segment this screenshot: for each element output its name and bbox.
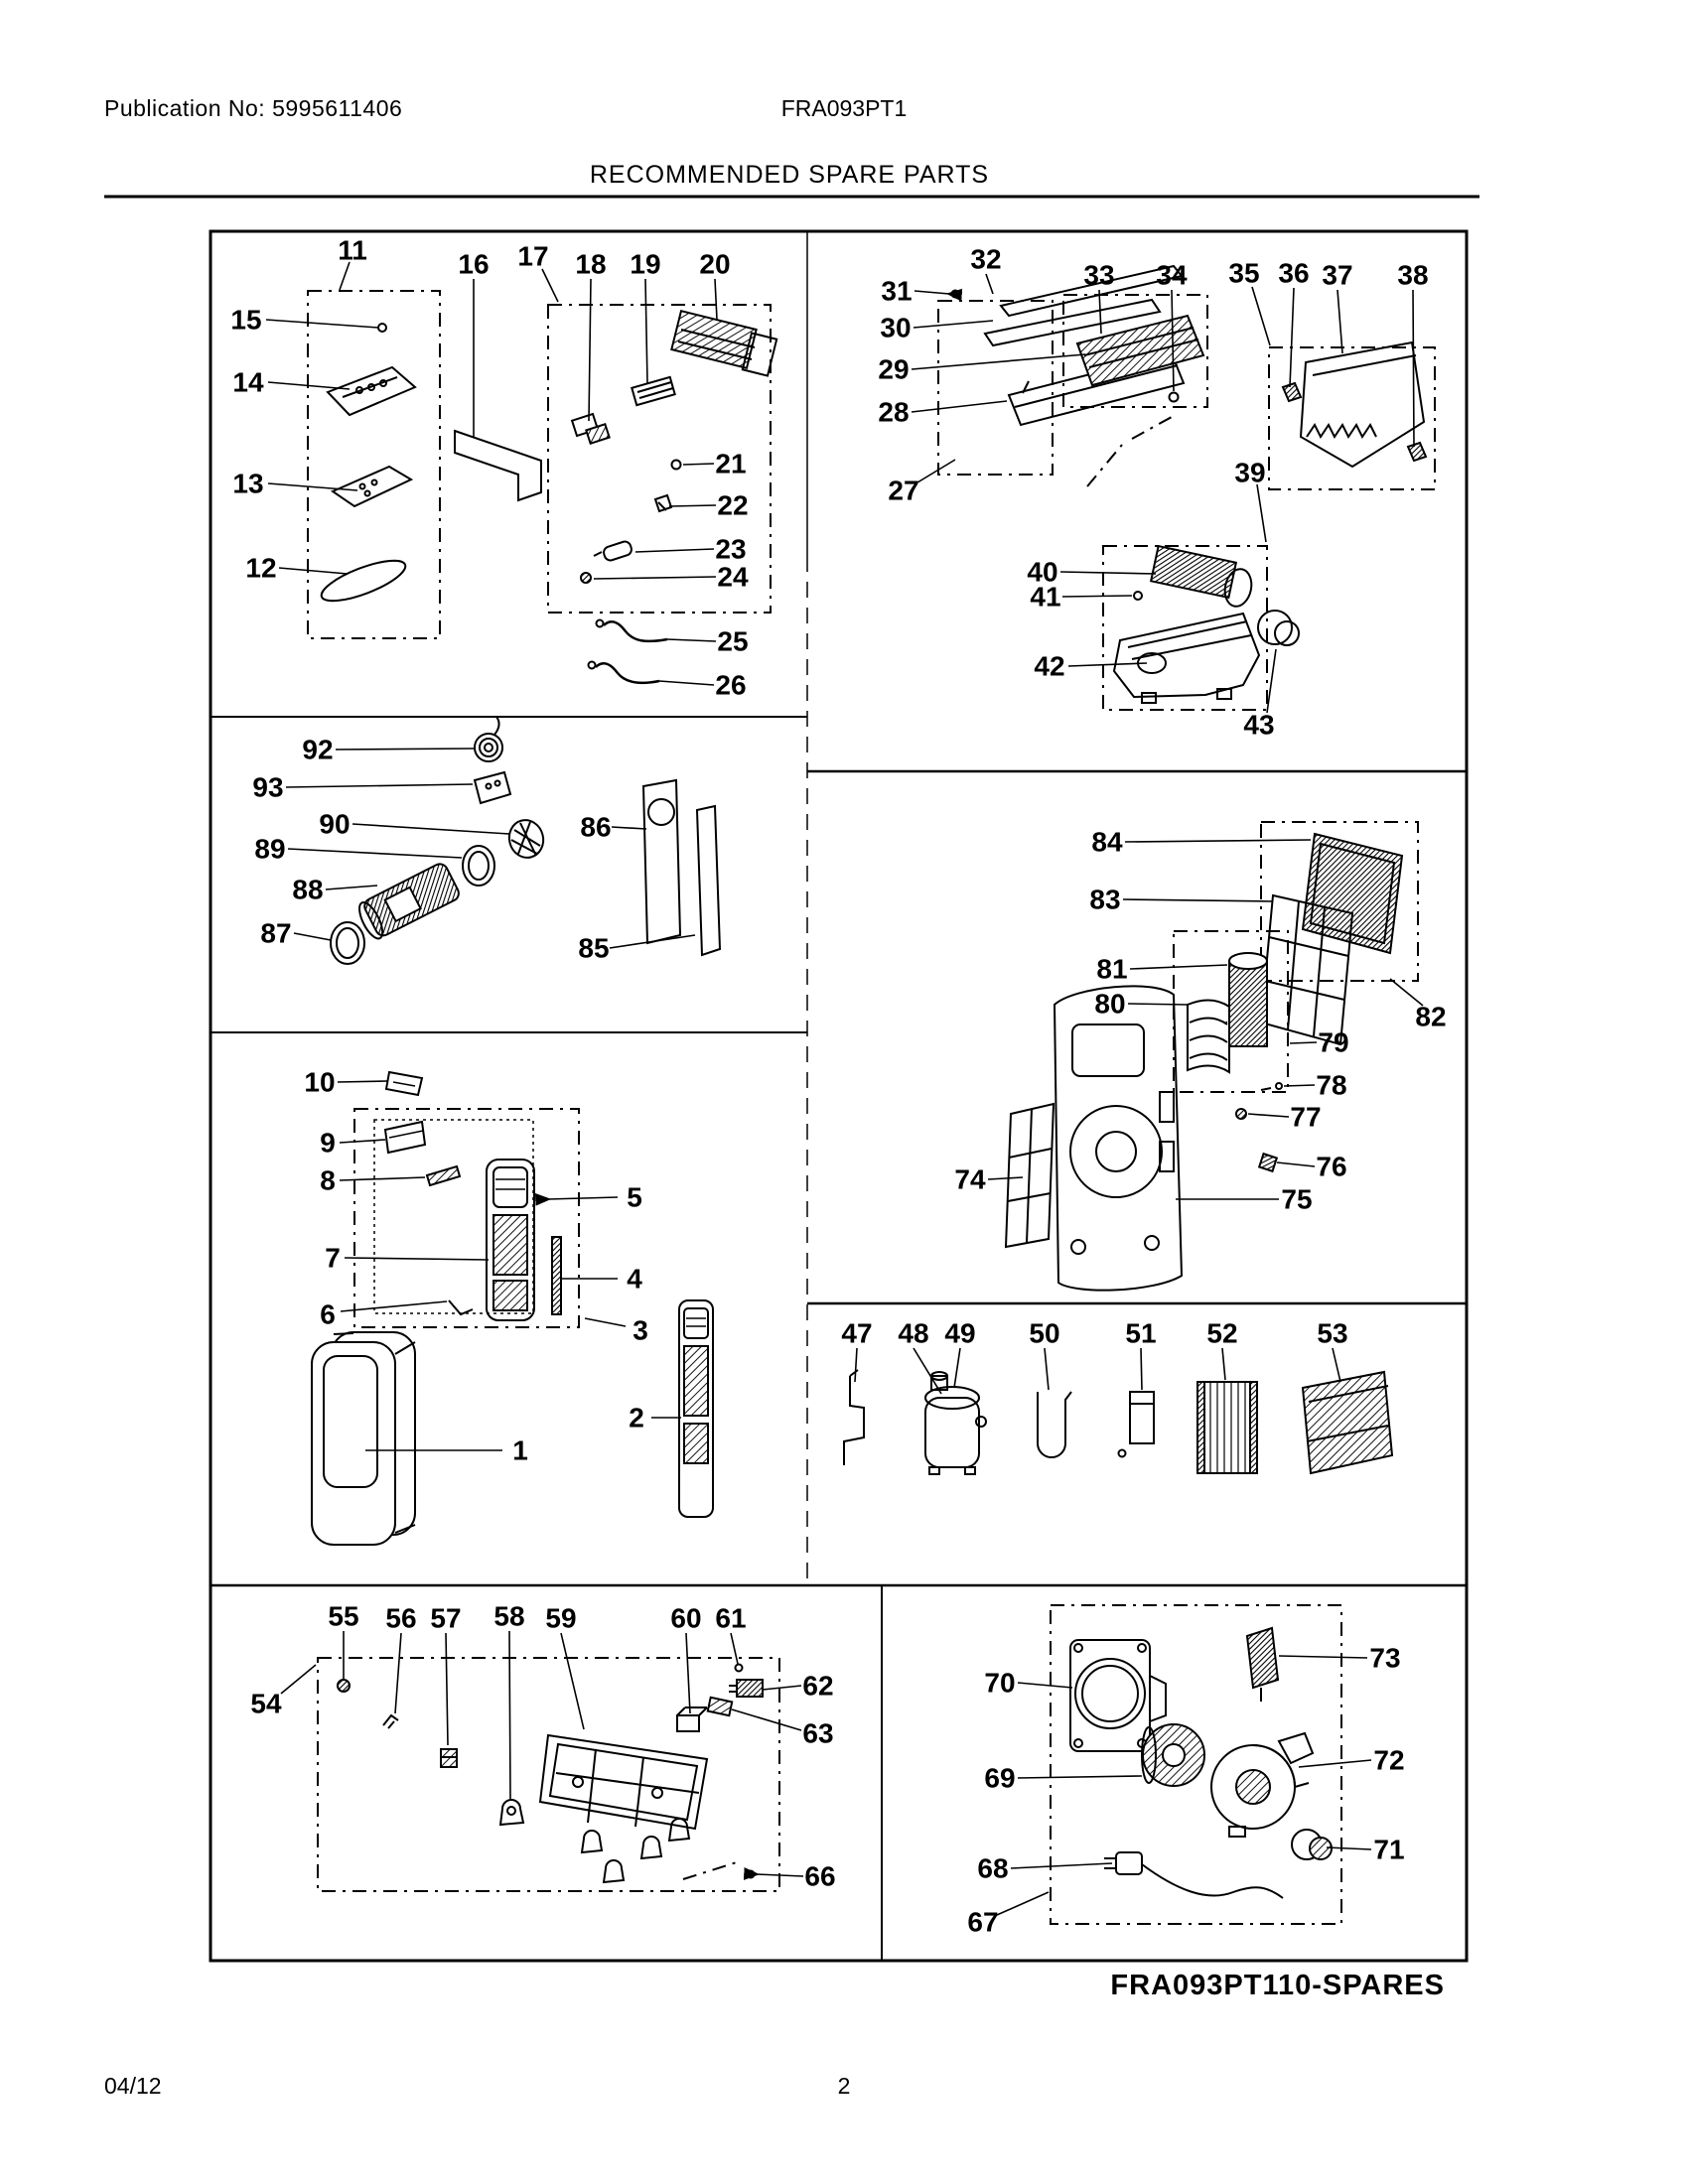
part-label-87: 87 bbox=[260, 917, 292, 949]
part-label-51: 51 bbox=[1125, 1317, 1157, 1349]
part-label-90: 90 bbox=[319, 808, 351, 840]
part-24-illustration bbox=[581, 573, 591, 583]
leader-line-51 bbox=[1141, 1348, 1142, 1390]
group-box-6 bbox=[354, 1109, 579, 1327]
part-label-70: 70 bbox=[984, 1667, 1016, 1699]
leader-line-18 bbox=[589, 279, 591, 421]
part-56-illustration bbox=[383, 1715, 398, 1728]
leader-line-86 bbox=[612, 827, 646, 829]
leader-line-20 bbox=[715, 279, 717, 320]
leader-line-6 bbox=[341, 1301, 447, 1311]
part-84-illustration bbox=[1303, 834, 1402, 953]
leader-line-8 bbox=[340, 1177, 425, 1180]
part-15-illustration bbox=[378, 324, 386, 332]
part-label-21: 21 bbox=[715, 448, 747, 479]
leader-line-61 bbox=[731, 1633, 738, 1664]
part-50-illustration bbox=[1038, 1392, 1071, 1457]
part-label-11: 11 bbox=[338, 234, 367, 266]
part-label-16: 16 bbox=[458, 248, 490, 280]
part-72-illustration bbox=[1211, 1733, 1313, 1837]
leader-line-34 bbox=[1172, 290, 1174, 391]
leader-line-52 bbox=[1222, 1348, 1225, 1380]
part-label-88: 88 bbox=[292, 874, 324, 905]
part-52-illustration bbox=[1197, 1382, 1257, 1473]
part-label-84: 84 bbox=[1091, 826, 1123, 858]
part-88-illustration bbox=[354, 862, 461, 942]
part-label-47: 47 bbox=[841, 1317, 873, 1349]
leader-line-54 bbox=[281, 1665, 316, 1694]
leader-line-81 bbox=[1130, 965, 1227, 969]
part-label-28: 28 bbox=[878, 396, 910, 428]
section-top-left-parts bbox=[317, 311, 776, 683]
part-10-illustration bbox=[386, 1072, 422, 1095]
leader-line-32 bbox=[986, 274, 993, 294]
leader-line-5 bbox=[548, 1197, 618, 1199]
leader-line-24 bbox=[594, 577, 716, 579]
part-label-68: 68 bbox=[977, 1852, 1009, 1884]
part-label-27: 27 bbox=[888, 475, 919, 506]
leader-line-36 bbox=[1290, 288, 1294, 387]
part-label-85: 85 bbox=[578, 932, 610, 964]
leader-line-78 bbox=[1284, 1085, 1315, 1086]
part-label-43: 43 bbox=[1243, 709, 1275, 741]
part-label-8: 8 bbox=[320, 1164, 336, 1196]
part-label-92: 92 bbox=[302, 734, 334, 765]
part-label-55: 55 bbox=[328, 1600, 359, 1632]
section-mid-left-parts bbox=[331, 717, 720, 964]
part-89-illustration bbox=[463, 846, 494, 886]
footer-page-number: 2 bbox=[837, 2073, 851, 2099]
part-71-illustration bbox=[1292, 1830, 1332, 1859]
part-label-73: 73 bbox=[1369, 1642, 1401, 1674]
part-label-4: 4 bbox=[627, 1263, 642, 1295]
leader-line-22 bbox=[669, 505, 716, 506]
part-label-32: 32 bbox=[970, 243, 1002, 275]
part-label-22: 22 bbox=[717, 489, 749, 521]
part-label-6: 6 bbox=[320, 1298, 336, 1330]
part-label-58: 58 bbox=[493, 1600, 525, 1632]
part-53-illustration bbox=[1303, 1372, 1392, 1473]
part-label-38: 38 bbox=[1397, 259, 1429, 291]
part-label-35: 35 bbox=[1228, 257, 1260, 289]
part-80-illustration bbox=[1188, 1000, 1229, 1072]
leader-line-53 bbox=[1333, 1348, 1340, 1382]
part-label-57: 57 bbox=[430, 1602, 462, 1634]
part-label-5: 5 bbox=[627, 1181, 642, 1213]
part-12-illustration bbox=[317, 553, 409, 610]
part-31-illustration bbox=[952, 291, 959, 298]
part-55-illustration bbox=[338, 1680, 350, 1692]
part-label-36: 36 bbox=[1278, 257, 1310, 289]
leader-line-10 bbox=[338, 1081, 387, 1082]
leader-line-42 bbox=[1068, 663, 1147, 666]
part-13-illustration bbox=[333, 467, 411, 506]
part-label-67: 67 bbox=[967, 1906, 999, 1938]
leader-line-38 bbox=[1413, 290, 1414, 447]
leader-line-59 bbox=[561, 1633, 584, 1729]
part-92-illustration bbox=[475, 717, 502, 761]
part-label-3: 3 bbox=[633, 1314, 648, 1346]
part-label-69: 69 bbox=[984, 1762, 1016, 1794]
part-7-illustration bbox=[487, 1160, 534, 1320]
part-16-illustration bbox=[455, 431, 541, 500]
part-34-illustration bbox=[1170, 393, 1179, 402]
part-label-9: 9 bbox=[320, 1127, 336, 1159]
part-93-illustration bbox=[475, 772, 510, 803]
leader-line-43 bbox=[1267, 649, 1276, 713]
page-title: RECOMMENDED SPARE PARTS bbox=[589, 161, 990, 189]
part-label-1: 1 bbox=[512, 1434, 528, 1466]
leader-line-25 bbox=[667, 639, 716, 641]
leader-line-7 bbox=[345, 1258, 489, 1260]
part-62-illustration bbox=[729, 1680, 763, 1697]
part-21-illustration bbox=[672, 461, 681, 470]
part-label-80: 80 bbox=[1094, 988, 1126, 1020]
leader-line-70 bbox=[1018, 1683, 1072, 1688]
part-label-86: 86 bbox=[580, 811, 612, 843]
part-label-29: 29 bbox=[878, 353, 910, 385]
leader-line-50 bbox=[1045, 1348, 1049, 1390]
part-label-54: 54 bbox=[250, 1688, 282, 1719]
part-2-illustration bbox=[679, 1300, 713, 1517]
model-number: FRA093PT1 bbox=[780, 95, 908, 121]
part-label-42: 42 bbox=[1034, 650, 1065, 682]
leader-line-28 bbox=[912, 401, 1007, 412]
leader-line-19 bbox=[645, 279, 647, 383]
leader-line-69 bbox=[1018, 1776, 1142, 1778]
part-label-82: 82 bbox=[1415, 1001, 1447, 1032]
part-86-illustration bbox=[643, 780, 680, 943]
leader-line-26 bbox=[659, 681, 714, 685]
part-label-48: 48 bbox=[898, 1317, 929, 1349]
leader-line-93 bbox=[286, 784, 473, 787]
part-40-illustration bbox=[1151, 546, 1255, 609]
leader-line-85 bbox=[610, 935, 695, 948]
part-4-illustration bbox=[552, 1237, 561, 1314]
leader-line-39 bbox=[1257, 484, 1266, 542]
part-label-37: 37 bbox=[1322, 259, 1353, 291]
section-sealed-system-parts bbox=[844, 1370, 1392, 1474]
leader-line-77 bbox=[1248, 1114, 1289, 1117]
part-label-83: 83 bbox=[1089, 884, 1121, 915]
leader-line-84 bbox=[1125, 840, 1311, 842]
part-label-66: 66 bbox=[804, 1860, 836, 1892]
part-label-89: 89 bbox=[254, 833, 286, 865]
part-8-illustration bbox=[427, 1166, 460, 1185]
section-top-right-parts bbox=[952, 266, 1427, 703]
leader-line-63 bbox=[732, 1709, 801, 1730]
part-label-77: 77 bbox=[1290, 1101, 1322, 1133]
leader-line-60 bbox=[686, 1633, 690, 1713]
leader-line-40 bbox=[1060, 572, 1156, 574]
group-box-54 bbox=[318, 1658, 779, 1891]
part-25-end bbox=[597, 620, 604, 627]
part-label-61: 61 bbox=[715, 1602, 747, 1634]
part-label-41: 41 bbox=[1030, 581, 1061, 613]
leader-line-88 bbox=[326, 886, 377, 889]
connector-dash-2 bbox=[1132, 417, 1172, 439]
leader-line-47 bbox=[855, 1348, 857, 1382]
leader-line-23 bbox=[635, 549, 714, 552]
part-label-39: 39 bbox=[1234, 457, 1266, 488]
part-57-illustration bbox=[441, 1749, 457, 1767]
part-78-illustration bbox=[1261, 1083, 1282, 1090]
part-42-illustration bbox=[1114, 614, 1259, 703]
part-61-illustration bbox=[736, 1665, 743, 1672]
leader-line-72 bbox=[1299, 1760, 1371, 1767]
part-label-12: 12 bbox=[245, 552, 277, 584]
leader-line-30 bbox=[914, 321, 993, 328]
leader-line-71 bbox=[1327, 1847, 1371, 1849]
part-63-illustration bbox=[708, 1698, 732, 1715]
part-label-2: 2 bbox=[629, 1402, 644, 1433]
part-87-illustration bbox=[331, 922, 364, 964]
leader-line-41 bbox=[1062, 596, 1132, 597]
part-48-49-illustration bbox=[925, 1372, 986, 1474]
leader-line-73 bbox=[1279, 1656, 1367, 1658]
part-label-78: 78 bbox=[1316, 1069, 1347, 1101]
part-label-26: 26 bbox=[715, 669, 747, 701]
diagram-outer-border bbox=[211, 231, 1467, 1961]
leader-line-89 bbox=[288, 849, 462, 858]
part-26-end bbox=[589, 662, 596, 669]
part-37-illustration bbox=[1301, 342, 1424, 467]
connector-dash-4 bbox=[683, 1861, 740, 1879]
part-9-illustration bbox=[385, 1122, 425, 1153]
leader-line-35 bbox=[1252, 287, 1270, 345]
part-label-17: 17 bbox=[517, 240, 549, 272]
part-label-15: 15 bbox=[230, 304, 262, 336]
leader-line-9 bbox=[340, 1140, 385, 1143]
part-label-56: 56 bbox=[385, 1602, 417, 1634]
part-58-illustration bbox=[500, 1800, 523, 1825]
group-box-35 bbox=[1269, 347, 1435, 489]
part-81-illustration bbox=[1229, 953, 1267, 1046]
part-76-illustration bbox=[1259, 1154, 1277, 1171]
leader-line-62 bbox=[763, 1686, 801, 1690]
part-label-60: 60 bbox=[670, 1602, 702, 1634]
part-label-52: 52 bbox=[1206, 1317, 1238, 1349]
part-label-40: 40 bbox=[1027, 556, 1058, 588]
leader-line-90 bbox=[352, 824, 509, 834]
leader-line-15 bbox=[266, 320, 378, 328]
part-label-81: 81 bbox=[1096, 953, 1128, 985]
part-26-illustration bbox=[596, 663, 659, 683]
part-label-79: 79 bbox=[1318, 1026, 1349, 1058]
part-19-illustration bbox=[632, 377, 674, 405]
leader-line-76 bbox=[1277, 1162, 1315, 1166]
leader-line-87 bbox=[294, 933, 331, 940]
section-bottom-left-parts bbox=[338, 1665, 763, 1883]
leader-line-92 bbox=[336, 749, 474, 750]
leader-line-67 bbox=[997, 1892, 1049, 1915]
part-label-23: 23 bbox=[715, 533, 747, 565]
part-label-62: 62 bbox=[802, 1670, 834, 1702]
part-label-53: 53 bbox=[1317, 1317, 1348, 1349]
footer-date-code: 04/12 bbox=[104, 2073, 162, 2099]
part-68-illustration bbox=[1104, 1852, 1283, 1898]
section-mid-right-parts bbox=[1006, 834, 1402, 1291]
part-label-76: 76 bbox=[1316, 1151, 1347, 1182]
part-label-10: 10 bbox=[304, 1066, 336, 1098]
section-bottom-right-parts bbox=[1070, 1628, 1332, 1898]
part-label-74: 74 bbox=[954, 1163, 986, 1195]
part-label-30: 30 bbox=[880, 312, 912, 343]
connector-dash-1 bbox=[1087, 445, 1122, 486]
publication-value: 5995611406 bbox=[272, 95, 403, 121]
part-74-illustration bbox=[1006, 1104, 1054, 1247]
leader-line-57 bbox=[446, 1633, 448, 1745]
leader-line-31 bbox=[914, 291, 949, 294]
part-label-33: 33 bbox=[1083, 259, 1115, 291]
part-label-24: 24 bbox=[717, 561, 749, 593]
leader-line-17 bbox=[542, 269, 558, 302]
part-18-illustration bbox=[572, 414, 610, 444]
part-60-illustration bbox=[677, 1707, 707, 1731]
part-label-7: 7 bbox=[325, 1242, 341, 1274]
part-1-illustration bbox=[312, 1332, 415, 1545]
leader-line-33 bbox=[1099, 290, 1101, 334]
part-43-illustration bbox=[1258, 611, 1299, 645]
leader-line-11 bbox=[340, 262, 350, 290]
part-6-pointer bbox=[449, 1300, 473, 1314]
leader-line-48 bbox=[914, 1348, 941, 1394]
leader-line-3 bbox=[585, 1318, 626, 1326]
part-90-illustration bbox=[505, 816, 548, 862]
part-47-illustration bbox=[844, 1370, 864, 1465]
part-label-25: 25 bbox=[717, 625, 749, 657]
part-label-63: 63 bbox=[802, 1717, 834, 1749]
part-14-illustration bbox=[328, 367, 415, 415]
part-59-illustration bbox=[540, 1735, 707, 1882]
part-25-illustration bbox=[604, 621, 667, 641]
leader-line-21 bbox=[683, 464, 714, 465]
leader-line-79 bbox=[1290, 1042, 1317, 1043]
leader-line-58 bbox=[509, 1631, 510, 1799]
part-51-illustration bbox=[1119, 1392, 1155, 1457]
part-label-34: 34 bbox=[1156, 259, 1188, 291]
part-label-49: 49 bbox=[944, 1317, 976, 1349]
leader-line-27 bbox=[917, 460, 955, 482]
part-label-72: 72 bbox=[1373, 1744, 1405, 1776]
leader-line-66 bbox=[757, 1874, 803, 1876]
part-23-illustration bbox=[594, 540, 633, 562]
part-77-illustration bbox=[1236, 1109, 1246, 1119]
part-22-illustration bbox=[655, 495, 671, 511]
part-75-illustration bbox=[1055, 986, 1182, 1290]
publication-label: Publication No: bbox=[104, 95, 266, 121]
part-85-illustration bbox=[697, 806, 720, 955]
part-label-19: 19 bbox=[630, 248, 661, 280]
part-38-illustration bbox=[1408, 443, 1426, 461]
part-73-illustration bbox=[1247, 1628, 1278, 1702]
part-label-50: 50 bbox=[1029, 1317, 1060, 1349]
part-label-75: 75 bbox=[1281, 1183, 1313, 1215]
part-66-illustration bbox=[748, 1871, 755, 1878]
part-20-illustration bbox=[671, 311, 776, 375]
leader-line-68 bbox=[1011, 1863, 1112, 1868]
part-label-71: 71 bbox=[1373, 1834, 1405, 1865]
leader-line-56 bbox=[395, 1633, 401, 1713]
part-41-illustration bbox=[1134, 592, 1142, 600]
part-36-illustration bbox=[1283, 383, 1301, 401]
leader-line-80 bbox=[1128, 1004, 1188, 1005]
leader-line-49 bbox=[954, 1348, 960, 1388]
part-69-illustration bbox=[1142, 1724, 1204, 1786]
part-label-13: 13 bbox=[232, 468, 264, 499]
leader-line-37 bbox=[1337, 290, 1342, 353]
part-label-20: 20 bbox=[699, 248, 731, 280]
part-label-59: 59 bbox=[545, 1602, 577, 1634]
leader-line-74 bbox=[988, 1177, 1023, 1179]
diagram-code: FRA093PT110-SPARES bbox=[1110, 1970, 1445, 2001]
leader-line-83 bbox=[1123, 899, 1273, 901]
leader-line-12 bbox=[279, 568, 348, 574]
part-label-93: 93 bbox=[252, 771, 284, 803]
part-label-14: 14 bbox=[232, 366, 264, 398]
part-label-31: 31 bbox=[881, 275, 913, 307]
part-label-18: 18 bbox=[575, 248, 607, 280]
